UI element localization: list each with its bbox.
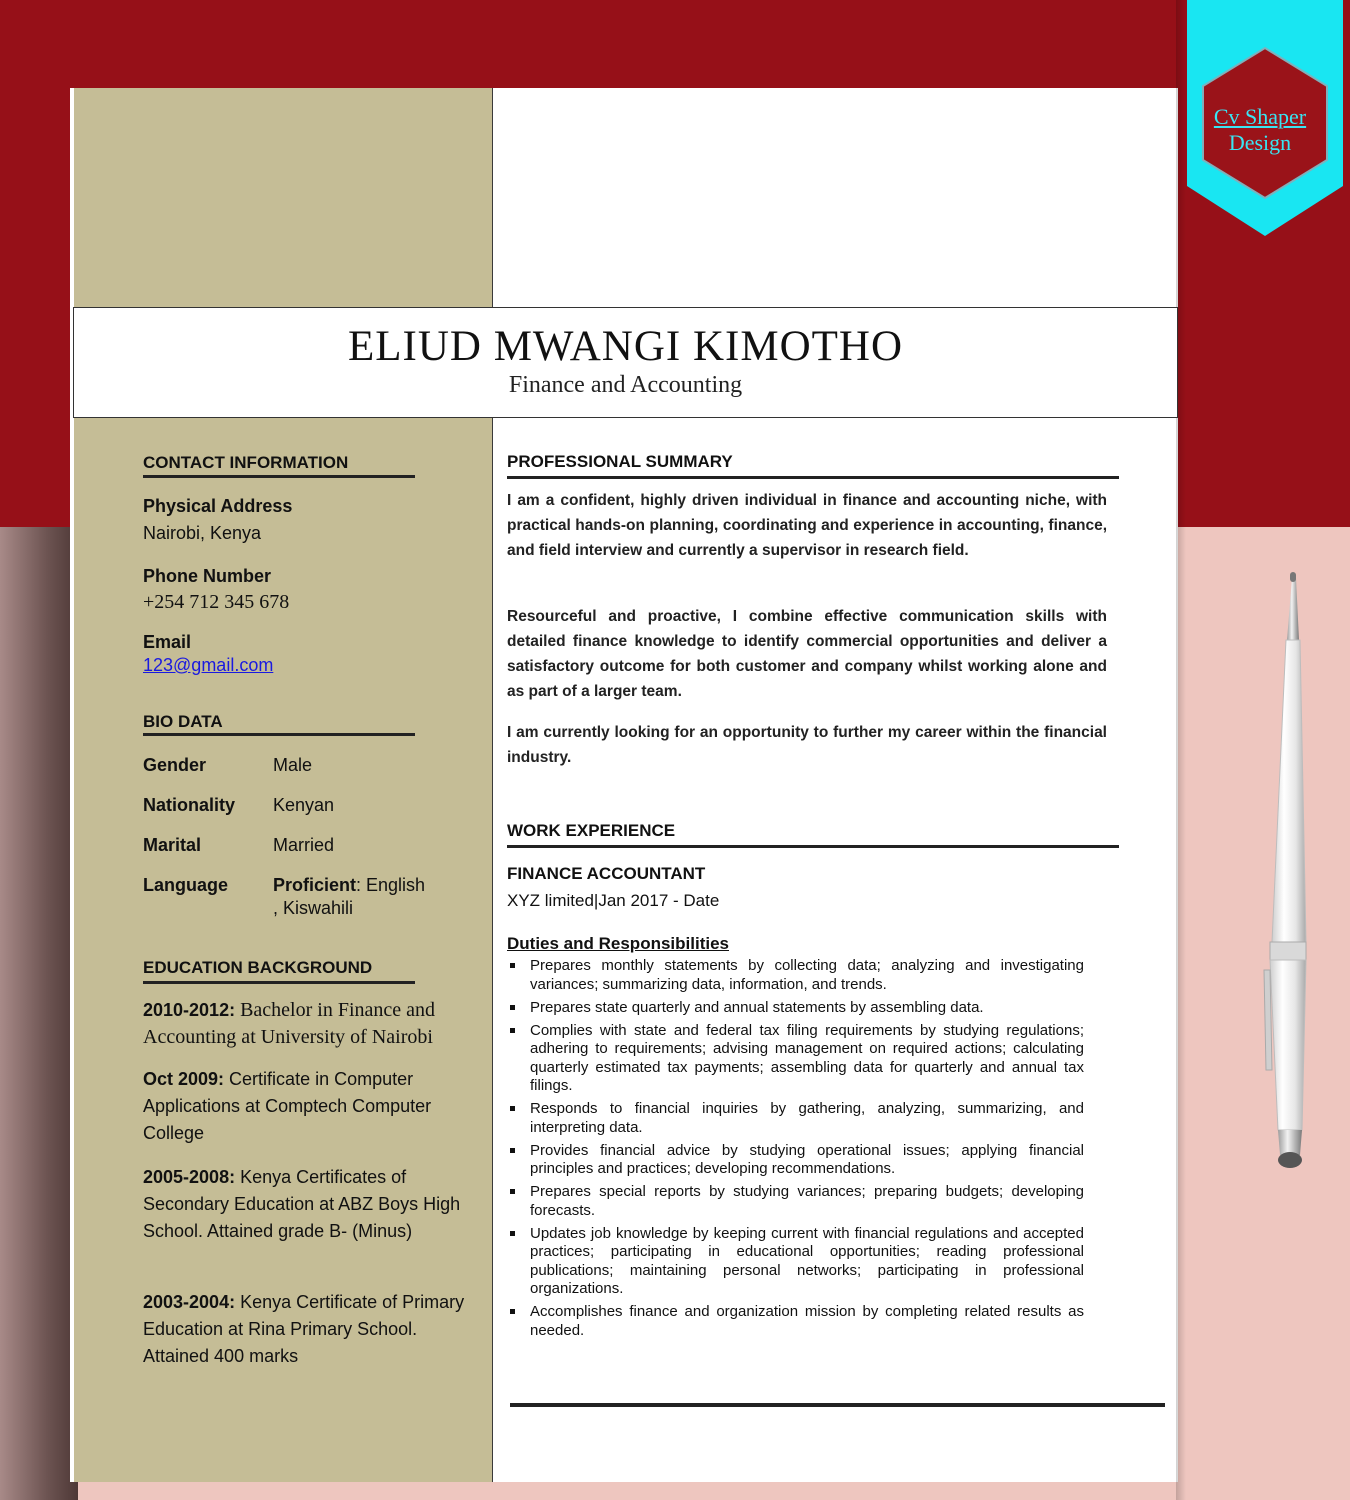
brand-badge-text [1200, 104, 1320, 156]
language-second: , Kiswahili [273, 898, 354, 918]
summary-paragraph: I am a confident, highly driven individual in finance and accounting niche, with practical hands-on planning, coordinating and experience in accounting, finance, and field interview and currently a supervisor in research field. [507, 492, 1107, 559]
bio-heading: BIO DATA [143, 712, 223, 731]
name-header [73, 307, 1178, 418]
language-first: : English [356, 875, 426, 895]
badge-line-1[interactable]: Cv Shaper [1213, 104, 1307, 129]
pen-image [1250, 570, 1320, 1180]
resume-sidebar [74, 88, 493, 1482]
badge-line-2: Design [1228, 130, 1292, 155]
email-label: Email [143, 632, 192, 652]
job-title: FINANCE ACCOUNTANT [507, 864, 706, 883]
duties-heading: Duties and Responsibilities [507, 934, 729, 953]
duty-item: Prepares monthly statements by collecting data; analyzing and investigating variances; summarizing data, information, and trends. [507, 957, 1084, 994]
language-level: Proficient [273, 875, 357, 895]
experience-rule [507, 845, 1119, 848]
email-link[interactable]: 123@gmail.com [143, 655, 274, 675]
education-text: Kenya Certificates of Secondary Education at ABZ Boys High School. Attained grade B- (Minus) [143, 1167, 461, 1241]
contact-rule [143, 475, 415, 478]
bio-label-marital: Marital [143, 835, 202, 855]
summary-paragraph: Resourceful and proactive, I combine effective communication skills with detailed finance knowledge to identify commercial opportunities and deliver a satisfactory outcome for both customer and company whilst working alone and as part of a larger team. [507, 608, 1107, 700]
education-rule [143, 981, 415, 984]
education-text: Kenya Certificate of Primary Education at Rina Primary School. Attained 400 marks [143, 1292, 465, 1366]
bio-value-language [273, 875, 425, 896]
duty-item: Responds to financial inquiries by gathering, analyzing, summarizing, and interpreting data. [507, 1100, 1084, 1137]
duty-item: Updates job knowledge by keeping current with financial regulations and accepted practices; participating in educational opportunities; reading professional publications; maintaining personal networks; participating in professional organizations. [507, 1225, 1084, 1299]
duty-item: Complies with state and federal tax filing requirements by studying regulations; adhering to requirements; advising management on required actions; calculating quarterly estimated tax payments; assembling data for quarterly and annual tax filings. [507, 1022, 1084, 1096]
phone-value: +254 712 345 678 [143, 591, 290, 613]
contact-heading: CONTACT INFORMATION [143, 453, 349, 472]
education-item [143, 1289, 473, 1370]
candidate-name: ELIUD MWANGI KIMOTHO [347, 323, 904, 370]
page-shadow [1176, 0, 1186, 1500]
footer-rule [510, 1403, 1165, 1407]
education-item [143, 1066, 473, 1147]
phone-label: Phone Number [143, 566, 272, 586]
bio-label-language: Language [143, 875, 229, 895]
duty-item: Prepares state quarterly and annual statements by assembling data. [507, 999, 1084, 1018]
bio-value-marital: Married [273, 835, 335, 855]
address-value: Nairobi, Kenya [143, 523, 262, 543]
duty-item: Provides financial advice by studying operational issues; applying financial principles and practices; developing recommendations. [507, 1142, 1084, 1179]
education-heading: EDUCATION BACKGROUND [143, 958, 373, 977]
duties-list [507, 957, 1084, 1345]
education-period: 2010-2012: [143, 1000, 236, 1020]
duty-item: Accomplishes finance and organization mission by completing related results as needed. [507, 1303, 1084, 1340]
bio-label-gender: Gender [143, 755, 207, 775]
summary-paragraph: I am currently looking for an opportunity to further my career within the financial industry. [507, 724, 1107, 766]
bio-value-nationality: Kenyan [273, 795, 335, 815]
bio-label-nationality: Nationality [143, 795, 236, 815]
education-text: Bachelor in Finance and Accounting at University of Nairobi [143, 999, 436, 1048]
background-shadow [0, 527, 78, 1500]
summary-heading: PROFESSIONAL SUMMARY [507, 452, 733, 471]
education-period: Oct 2009: [143, 1069, 225, 1089]
education-period: 2003-2004: [143, 1292, 236, 1312]
candidate-title: Finance and Accounting [508, 372, 743, 398]
bio-value-gender: Male [273, 755, 313, 775]
education-item [143, 997, 473, 1051]
job-company-dates: XYZ limited|Jan 2017 - Date [507, 891, 720, 910]
address-label: Physical Address [143, 496, 293, 516]
experience-heading: WORK EXPERIENCE [507, 821, 676, 840]
education-text: Certificate in Computer Applications at Comptech Computer College [143, 1069, 432, 1143]
education-item [143, 1164, 473, 1245]
bio-rule [143, 733, 415, 736]
duty-item: Prepares special reports by studying variances; preparing budgets; developing forecasts. [507, 1183, 1084, 1220]
education-period: 2005-2008: [143, 1167, 236, 1187]
summary-rule [507, 476, 1119, 479]
